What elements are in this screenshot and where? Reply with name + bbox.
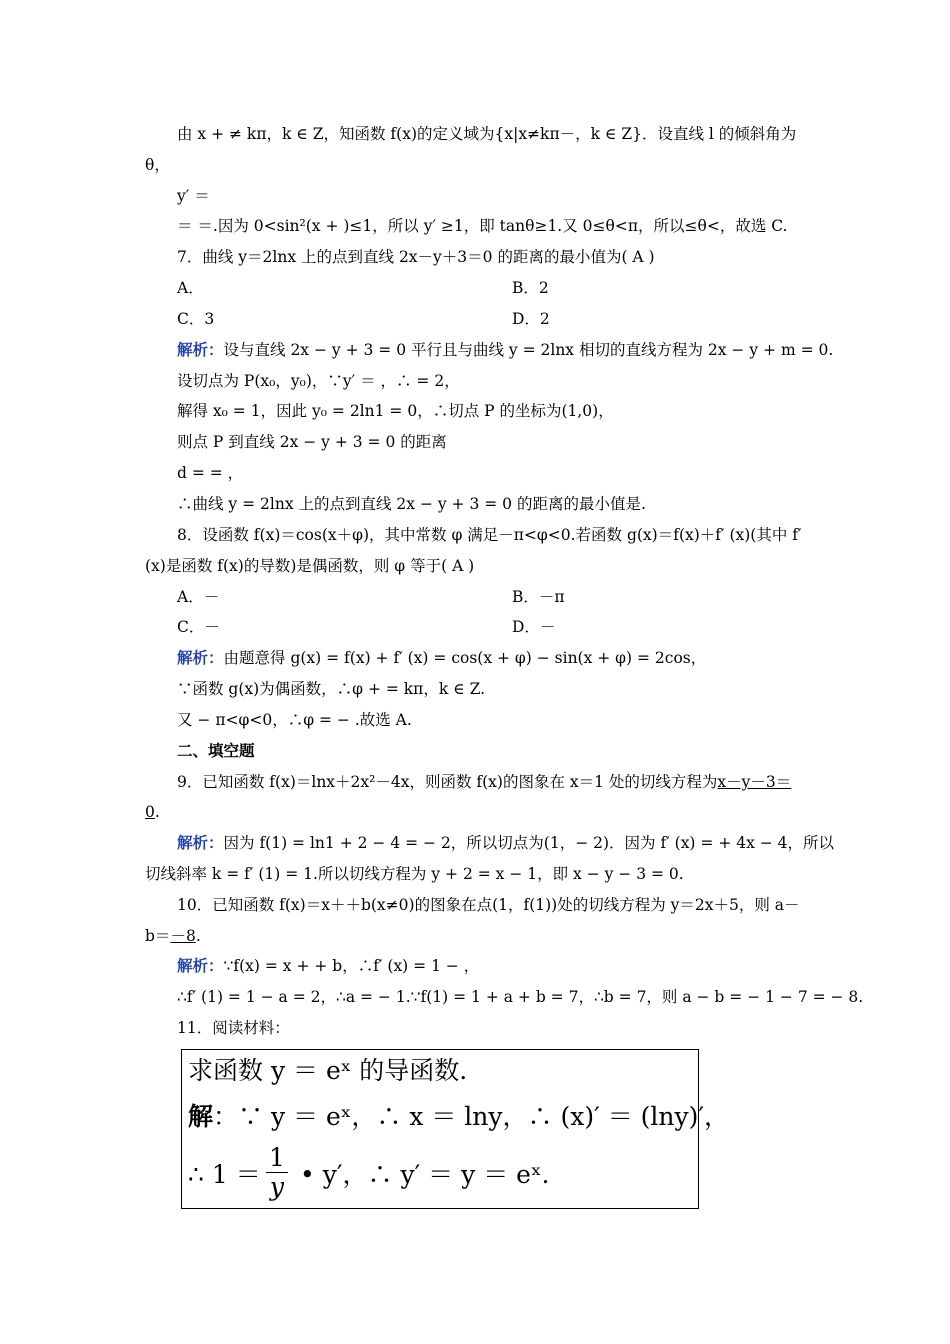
- box-line-1: 求函数 y ＝ eˣ 的导函数.: [188, 1056, 468, 1085]
- text-line: y′ ＝: [177, 187, 210, 205]
- text-line: 由 x + ≠ kπ，k ∈ Z，知函数 f(x)的定义域为{x|x≠kπ－，k ∈ Z}．设直线 l 的倾斜角为: [177, 125, 797, 143]
- option-b: B．2: [512, 279, 549, 297]
- text-line: d = = ，: [177, 464, 244, 482]
- text-line: (x)是函数 f(x)的导数)是偶函数，则 φ 等于( A ): [145, 557, 475, 575]
- text-line: ∴曲线 y = 2lnx 上的点到直线 2x − y + 3 = 0 的距离的最小值是.: [177, 495, 646, 513]
- fraction-one-over-y: [266, 1144, 288, 1201]
- text-line: ＝ ＝.因为 0<sin²(x + )≤1，所以 y′ ≥1，即 tanθ≥1.又 0≤θ<π，所以≤θ<，故选 C.: [177, 217, 788, 235]
- analysis-label: 解析：: [177, 340, 224, 359]
- text-line: b＝－8.: [145, 927, 201, 945]
- option-c: C．3: [177, 310, 215, 328]
- analysis-label: 解析：: [177, 833, 224, 852]
- question-7: 7．曲线 y＝2lnx 上的点到直线 2x－y＋3＝0 的距离的最小值为( A ): [177, 248, 655, 266]
- text-line: 设切点为 P(x₀，y₀)，∵y′ ＝ ，∴ = 2，: [177, 372, 460, 390]
- question-9: 9．已知函数 f(x)＝lnx＋2x²－4x，则函数 f(x)的图象在 x＝1 处的切线方程为x－y－3＝: [177, 773, 792, 791]
- text-line: 切线斜率 k = f′ (1) = 1.所以切线方程为 y + 2 = x − 1，即 x − y − 3 = 0.: [145, 865, 684, 883]
- section-heading: 二、填空题: [177, 741, 255, 760]
- analysis-line: 解析：∵f(x) = x + + b，∴f′ (x) = 1 − ，: [177, 956, 480, 975]
- fraction-numerator: 1: [266, 1144, 288, 1173]
- analysis-label: 解析：: [177, 956, 224, 975]
- analysis-line: 解析：由题意得 g(x) = f(x) + f′ (x) = cos(x + φ) − sin(x + φ) = 2cos，: [177, 648, 707, 667]
- text-line: ∴f′ (1) = 1 − a = 2，∴a = − 1.∵f(1) = 1 + a + b = 7，∴b = 7，则 a − b = − 1 − 7 = − 8.: [177, 988, 864, 1006]
- option-a: A．－: [177, 588, 220, 606]
- answer-blank: 0: [145, 803, 155, 821]
- analysis-label: 解析：: [177, 648, 224, 667]
- option-c: C．－: [177, 618, 220, 636]
- question-8: 8．设函数 f(x)＝cos(x＋φ)，其中常数 φ 满足－π<φ<0.若函数 g(x)＝f(x)＋f′ (x)(其中 f′: [177, 526, 802, 544]
- option-b: B．－π: [512, 588, 565, 606]
- analysis-line: 解析：设与直线 2x − y + 3 = 0 平行且与曲线 y = 2lnx 相切的直线方程为 2x − y + m = 0.: [177, 340, 834, 359]
- box-line-3: ∴ 1 ＝: [188, 1160, 261, 1189]
- fraction-denominator: y: [269, 1172, 285, 1201]
- box-line-3-rest: • y′，∴ y′ ＝ y ＝ eˣ.: [300, 1160, 550, 1189]
- question-10: 10．已知函数 f(x)＝x＋＋b(x≠0)的图象在点(1，f(1))处的切线方程为 y＝2x＋5，则 a－: [177, 896, 800, 914]
- answer-blank: x－y－3＝: [717, 773, 792, 791]
- text-line: θ，: [145, 156, 170, 174]
- box-line-2: 解：∵ y ＝ eˣ，∴ x ＝ lny，∴ (x)′ ＝ (lny)′，: [188, 1102, 730, 1131]
- text-line: 又 − π<φ<0，∴φ = − .故选 A.: [177, 711, 412, 729]
- text-line: 0.: [145, 803, 160, 821]
- option-a: A．: [177, 279, 204, 297]
- solution-label: 解: [188, 1102, 214, 1131]
- option-d: D．2: [512, 310, 550, 328]
- text-line: 解得 x₀ = 1，因此 y₀ = 2ln1 = 0，∴切点 P 的坐标为(1,0)，: [177, 402, 614, 420]
- reading-material-box: [181, 1049, 730, 1209]
- answer-blank: －8: [170, 927, 196, 945]
- option-d: D．－: [512, 618, 556, 636]
- analysis-line: 解析：因为 f(1) = ln1 + 2 − 4 = − 2，所以切点为(1，− 2)．因为 f′ (x) = + 4x − 4，所以: [177, 833, 835, 852]
- text-line: ∵函数 g(x)为偶函数，∴φ + = kπ，k ∈ Z.: [177, 680, 486, 698]
- question-11: 11．阅读材料：: [177, 1019, 290, 1037]
- text-line: 则点 P 到直线 2x − y + 3 = 0 的距离: [177, 433, 447, 451]
